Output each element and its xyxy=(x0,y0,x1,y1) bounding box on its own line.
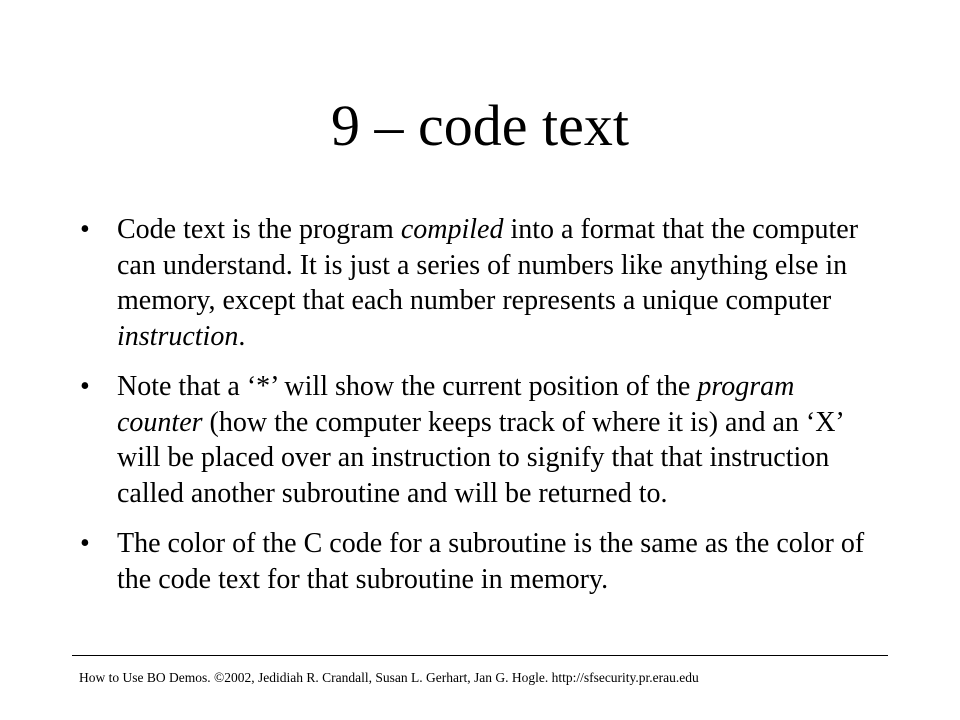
bullet-icon: • xyxy=(80,528,90,559)
footer-credits: How to Use BO Demos. ©2002, Jedidiah R. Crandall, Susan L. Gerhart, Jan G. Hogle. http://sfsecurity.pr.erau.edu xyxy=(79,670,699,685)
bullet-text xyxy=(117,371,843,509)
bullet-text xyxy=(117,214,858,352)
text-segment: The color of the C code for a subroutine is the same as the color of the code text for that subroutine in memory. xyxy=(117,528,865,595)
text-segment: Note that a ‘*’ will show the current position of the xyxy=(117,371,698,402)
bullet-item xyxy=(80,369,870,511)
footer-divider xyxy=(72,655,888,656)
text-segment: (how the computer keeps track of where it is) and an ‘X’ will be placed over an instruction to signify that that instruction called another subroutine and will be returned to. xyxy=(117,406,843,509)
bullet-text xyxy=(117,528,864,595)
slide-title: 9 – code text xyxy=(331,93,629,158)
emphasis-text: program counter xyxy=(117,371,795,438)
text-segment: into a format that the computer can understand. It is just a series of numbers like anything else in memory, except that each number represents a unique computer xyxy=(117,214,859,316)
bullet-list xyxy=(80,212,870,612)
bullet-item xyxy=(80,212,870,354)
emphasis-text: instruction xyxy=(117,320,239,352)
bullet-icon: • xyxy=(80,214,90,245)
text-segment: Code text is the program xyxy=(117,214,401,245)
text-segment: . xyxy=(238,320,246,352)
bullet-icon: • xyxy=(80,371,90,402)
emphasis-text: compiled xyxy=(400,214,504,245)
bullet-item xyxy=(80,526,870,597)
